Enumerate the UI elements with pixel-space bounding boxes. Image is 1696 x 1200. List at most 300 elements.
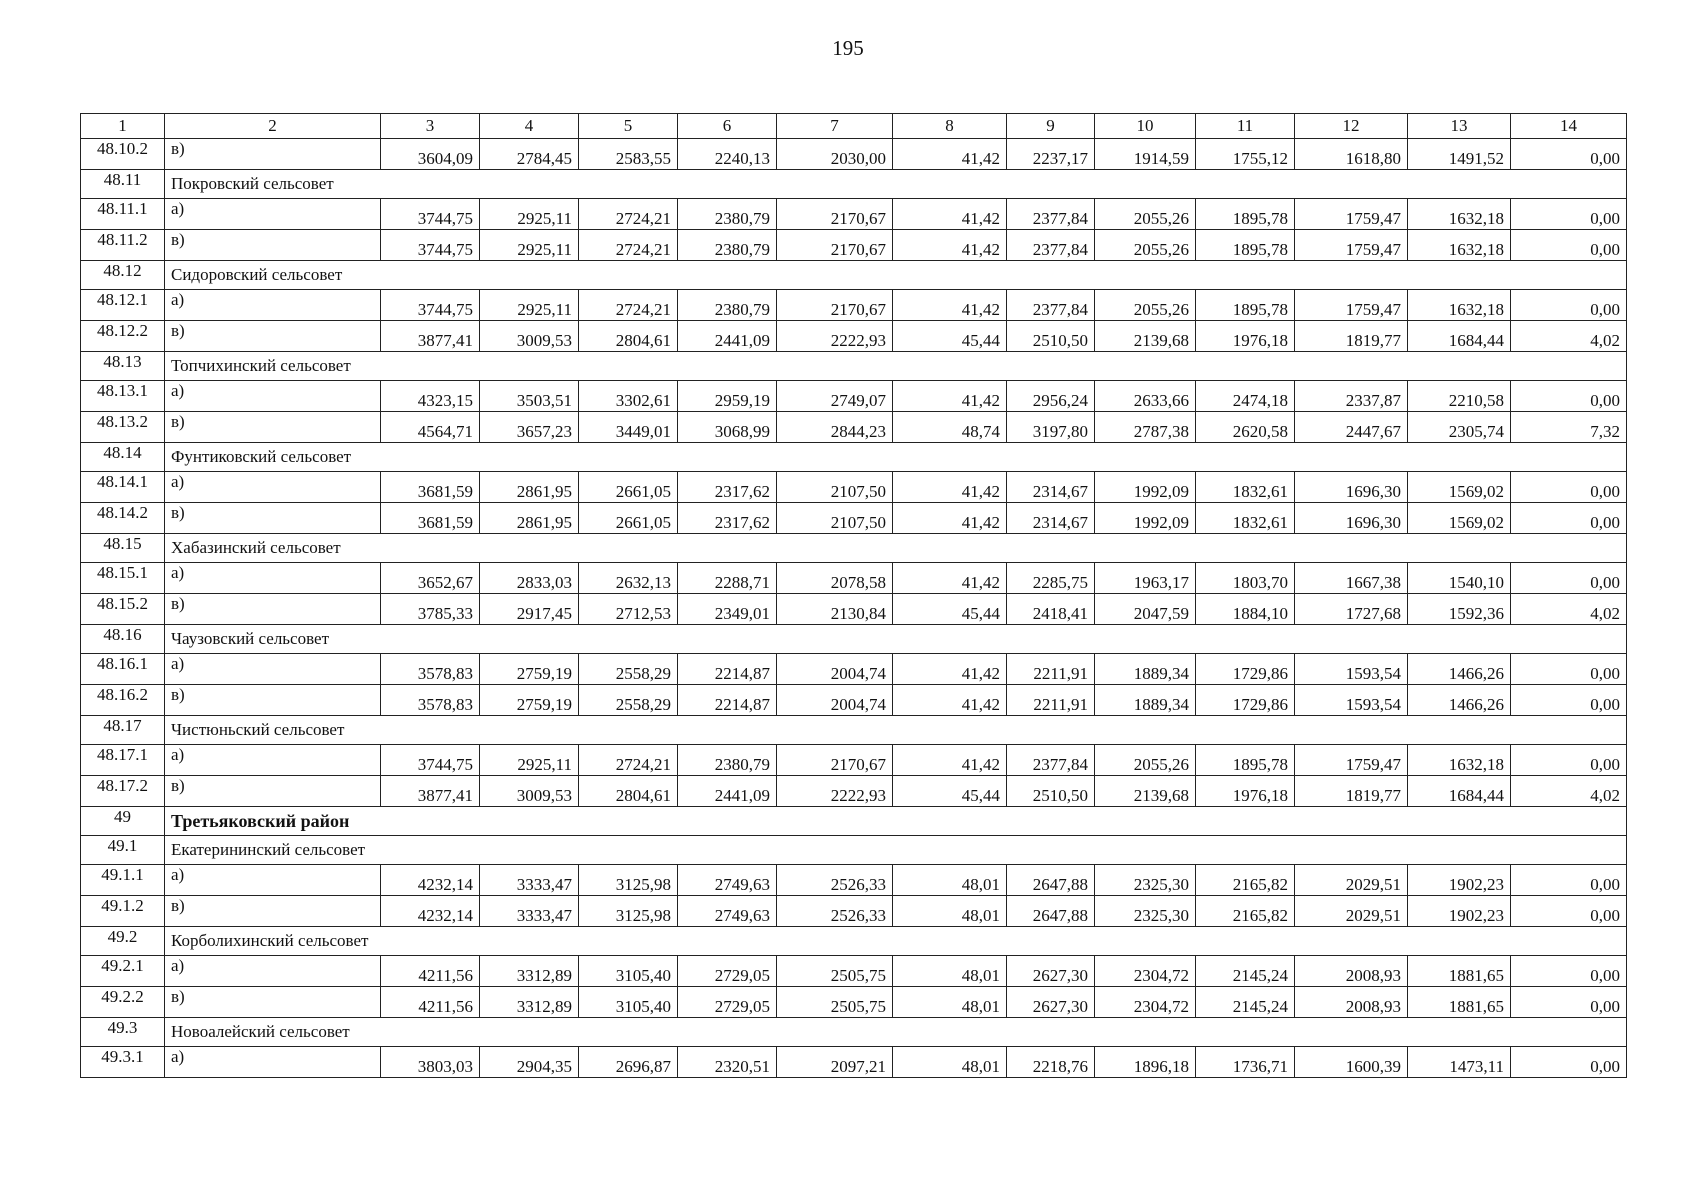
value-cell: 1540,10 bbox=[1408, 563, 1511, 594]
value-cell: 2317,62 bbox=[678, 503, 777, 534]
value-cell: 2214,87 bbox=[678, 685, 777, 716]
value-cell: 1466,26 bbox=[1408, 654, 1511, 685]
value-cell: 2558,29 bbox=[579, 654, 678, 685]
value-cell: 1593,54 bbox=[1295, 654, 1408, 685]
value-cell: 1632,18 bbox=[1408, 230, 1511, 261]
council-name: Покровский сельсовет bbox=[165, 170, 1627, 199]
table-row bbox=[81, 412, 1627, 443]
row-code: 49.1.1 bbox=[81, 865, 165, 896]
value-cell: 0,00 bbox=[1511, 654, 1627, 685]
value-cell: 1889,34 bbox=[1095, 685, 1196, 716]
value-cell: 1895,78 bbox=[1196, 290, 1295, 321]
value-cell: 1632,18 bbox=[1408, 290, 1511, 321]
value-cell: 2380,79 bbox=[678, 745, 777, 776]
row-code: 48.10.2 bbox=[81, 139, 165, 170]
column-number-header: 9 bbox=[1007, 114, 1095, 139]
value-cell: 0,00 bbox=[1511, 139, 1627, 170]
value-cell: 1881,65 bbox=[1408, 987, 1511, 1018]
row-code: 48.11.1 bbox=[81, 199, 165, 230]
value-cell: 2214,87 bbox=[678, 654, 777, 685]
value-cell: 2055,26 bbox=[1095, 290, 1196, 321]
value-cell: 2505,75 bbox=[777, 987, 893, 1018]
value-cell: 3578,83 bbox=[381, 654, 480, 685]
row-code: 48.16.1 bbox=[81, 654, 165, 685]
value-cell: 1914,59 bbox=[1095, 139, 1196, 170]
column-number-header: 14 bbox=[1511, 114, 1627, 139]
council-row bbox=[81, 927, 1627, 956]
column-number-header: 3 bbox=[381, 114, 480, 139]
value-cell: 41,42 bbox=[893, 139, 1007, 170]
value-cell: 3503,51 bbox=[480, 381, 579, 412]
value-cell: 2170,67 bbox=[777, 199, 893, 230]
row-code: 48.14.2 bbox=[81, 503, 165, 534]
value-cell: 2222,93 bbox=[777, 321, 893, 352]
row-variant: в) bbox=[165, 776, 381, 807]
value-cell: 1667,38 bbox=[1295, 563, 1408, 594]
row-code: 48.13.1 bbox=[81, 381, 165, 412]
column-number-row bbox=[81, 114, 1627, 139]
value-cell: 2925,11 bbox=[480, 199, 579, 230]
value-cell: 2288,71 bbox=[678, 563, 777, 594]
value-cell: 0,00 bbox=[1511, 745, 1627, 776]
column-number-header: 10 bbox=[1095, 114, 1196, 139]
value-cell: 1759,47 bbox=[1295, 745, 1408, 776]
value-cell: 2749,63 bbox=[678, 896, 777, 927]
value-cell: 0,00 bbox=[1511, 987, 1627, 1018]
value-cell: 3877,41 bbox=[381, 776, 480, 807]
row-code: 49 bbox=[81, 807, 165, 836]
row-code: 48.16.2 bbox=[81, 685, 165, 716]
value-cell: 2724,21 bbox=[579, 290, 678, 321]
value-cell: 0,00 bbox=[1511, 381, 1627, 412]
value-cell: 1736,71 bbox=[1196, 1047, 1295, 1078]
value-cell: 0,00 bbox=[1511, 199, 1627, 230]
value-cell: 3333,47 bbox=[480, 865, 579, 896]
row-code: 48.14 bbox=[81, 443, 165, 472]
row-code: 48.12.2 bbox=[81, 321, 165, 352]
value-cell: 1819,77 bbox=[1295, 776, 1408, 807]
value-cell: 2661,05 bbox=[579, 503, 678, 534]
column-number-header: 4 bbox=[480, 114, 579, 139]
value-cell: 2320,51 bbox=[678, 1047, 777, 1078]
value-cell: 2165,82 bbox=[1196, 896, 1295, 927]
council-row bbox=[81, 352, 1627, 381]
value-cell: 2211,91 bbox=[1007, 685, 1095, 716]
value-cell: 41,42 bbox=[893, 472, 1007, 503]
value-cell: 3604,09 bbox=[381, 139, 480, 170]
value-cell: 3744,75 bbox=[381, 290, 480, 321]
value-cell: 2749,63 bbox=[678, 865, 777, 896]
row-code: 49.3.1 bbox=[81, 1047, 165, 1078]
row-code: 48.17.2 bbox=[81, 776, 165, 807]
value-cell: 1569,02 bbox=[1408, 472, 1511, 503]
value-cell: 1491,52 bbox=[1408, 139, 1511, 170]
table-row bbox=[81, 503, 1627, 534]
value-cell: 2380,79 bbox=[678, 199, 777, 230]
value-cell: 2627,30 bbox=[1007, 987, 1095, 1018]
value-cell: 2418,41 bbox=[1007, 594, 1095, 625]
value-cell: 1992,09 bbox=[1095, 503, 1196, 534]
row-code: 49.2.2 bbox=[81, 987, 165, 1018]
value-cell: 2474,18 bbox=[1196, 381, 1295, 412]
table-row bbox=[81, 896, 1627, 927]
value-cell: 2165,82 bbox=[1196, 865, 1295, 896]
value-cell: 2317,62 bbox=[678, 472, 777, 503]
value-cell: 2047,59 bbox=[1095, 594, 1196, 625]
value-cell: 2441,09 bbox=[678, 776, 777, 807]
value-cell: 2633,66 bbox=[1095, 381, 1196, 412]
council-name: Фунтиковский сельсовет bbox=[165, 443, 1627, 472]
row-variant: в) bbox=[165, 230, 381, 261]
row-variant: в) bbox=[165, 321, 381, 352]
value-cell: 41,42 bbox=[893, 199, 1007, 230]
council-row bbox=[81, 534, 1627, 563]
value-cell: 1600,39 bbox=[1295, 1047, 1408, 1078]
value-cell: 1618,80 bbox=[1295, 139, 1408, 170]
value-cell: 41,42 bbox=[893, 654, 1007, 685]
value-cell: 1466,26 bbox=[1408, 685, 1511, 716]
table-row bbox=[81, 745, 1627, 776]
council-name: Екатерининский сельсовет bbox=[165, 836, 1627, 865]
value-cell: 2380,79 bbox=[678, 230, 777, 261]
value-cell: 2925,11 bbox=[480, 230, 579, 261]
council-row bbox=[81, 625, 1627, 654]
district-name: Третьяковский район bbox=[165, 807, 1627, 836]
value-cell: 4,02 bbox=[1511, 594, 1627, 625]
value-cell: 2925,11 bbox=[480, 745, 579, 776]
council-name: Топчихинский сельсовет bbox=[165, 352, 1627, 381]
row-code: 48.11.2 bbox=[81, 230, 165, 261]
value-cell: 2145,24 bbox=[1196, 987, 1295, 1018]
value-cell: 2170,67 bbox=[777, 230, 893, 261]
value-cell: 4211,56 bbox=[381, 956, 480, 987]
table-row bbox=[81, 654, 1627, 685]
row-code: 49.1 bbox=[81, 836, 165, 865]
value-cell: 2724,21 bbox=[579, 199, 678, 230]
value-cell: 2510,50 bbox=[1007, 321, 1095, 352]
value-cell: 1976,18 bbox=[1196, 321, 1295, 352]
value-cell: 2647,88 bbox=[1007, 896, 1095, 927]
table-row bbox=[81, 139, 1627, 170]
value-cell: 1895,78 bbox=[1196, 199, 1295, 230]
table-row bbox=[81, 230, 1627, 261]
value-cell: 1896,18 bbox=[1095, 1047, 1196, 1078]
value-cell: 1684,44 bbox=[1408, 321, 1511, 352]
row-variant: а) bbox=[165, 956, 381, 987]
row-code: 48.15 bbox=[81, 534, 165, 563]
value-cell: 1832,61 bbox=[1196, 503, 1295, 534]
row-variant: в) bbox=[165, 503, 381, 534]
value-cell: 3333,47 bbox=[480, 896, 579, 927]
row-code: 48.13 bbox=[81, 352, 165, 381]
value-cell: 2170,67 bbox=[777, 290, 893, 321]
value-cell: 48,01 bbox=[893, 896, 1007, 927]
table-row bbox=[81, 685, 1627, 716]
value-cell: 3657,23 bbox=[480, 412, 579, 443]
value-cell: 2510,50 bbox=[1007, 776, 1095, 807]
value-cell: 2441,09 bbox=[678, 321, 777, 352]
value-cell: 41,42 bbox=[893, 230, 1007, 261]
value-cell: 2380,79 bbox=[678, 290, 777, 321]
value-cell: 2325,30 bbox=[1095, 896, 1196, 927]
row-variant: а) bbox=[165, 865, 381, 896]
value-cell: 1759,47 bbox=[1295, 230, 1408, 261]
value-cell: 2097,21 bbox=[777, 1047, 893, 1078]
value-cell: 2620,58 bbox=[1196, 412, 1295, 443]
value-cell: 3744,75 bbox=[381, 199, 480, 230]
value-cell: 2447,67 bbox=[1295, 412, 1408, 443]
value-cell: 2337,87 bbox=[1295, 381, 1408, 412]
value-cell: 1895,78 bbox=[1196, 745, 1295, 776]
council-name: Новоалейский сельсовет bbox=[165, 1018, 1627, 1047]
value-cell: 0,00 bbox=[1511, 896, 1627, 927]
value-cell: 2647,88 bbox=[1007, 865, 1095, 896]
row-code: 48.13.2 bbox=[81, 412, 165, 443]
value-cell: 0,00 bbox=[1511, 290, 1627, 321]
value-cell: 2285,75 bbox=[1007, 563, 1095, 594]
value-cell: 2240,13 bbox=[678, 139, 777, 170]
row-code: 48.17.1 bbox=[81, 745, 165, 776]
value-cell: 2305,74 bbox=[1408, 412, 1511, 443]
value-cell: 2314,67 bbox=[1007, 472, 1095, 503]
value-cell: 2377,84 bbox=[1007, 230, 1095, 261]
value-cell: 2861,95 bbox=[480, 472, 579, 503]
value-cell: 1803,70 bbox=[1196, 563, 1295, 594]
value-cell: 2008,93 bbox=[1295, 987, 1408, 1018]
value-cell: 2130,84 bbox=[777, 594, 893, 625]
value-cell: 2724,21 bbox=[579, 745, 678, 776]
row-variant: в) bbox=[165, 412, 381, 443]
council-name: Хабазинский сельсовет bbox=[165, 534, 1627, 563]
table-row bbox=[81, 563, 1627, 594]
value-cell: 2008,93 bbox=[1295, 956, 1408, 987]
table-row bbox=[81, 199, 1627, 230]
council-row bbox=[81, 1018, 1627, 1047]
value-cell: 2583,55 bbox=[579, 139, 678, 170]
value-cell: 2314,67 bbox=[1007, 503, 1095, 534]
value-cell: 2784,45 bbox=[480, 139, 579, 170]
row-code: 49.2 bbox=[81, 927, 165, 956]
value-cell: 45,44 bbox=[893, 321, 1007, 352]
value-cell: 1976,18 bbox=[1196, 776, 1295, 807]
value-cell: 2304,72 bbox=[1095, 956, 1196, 987]
value-cell: 2210,58 bbox=[1408, 381, 1511, 412]
value-cell: 41,42 bbox=[893, 563, 1007, 594]
row-variant: в) bbox=[165, 987, 381, 1018]
value-cell: 2724,21 bbox=[579, 230, 678, 261]
value-cell: 3681,59 bbox=[381, 503, 480, 534]
value-cell: 2833,03 bbox=[480, 563, 579, 594]
value-cell: 2170,67 bbox=[777, 745, 893, 776]
value-cell: 2844,23 bbox=[777, 412, 893, 443]
value-cell: 3744,75 bbox=[381, 230, 480, 261]
value-cell: 1819,77 bbox=[1295, 321, 1408, 352]
row-code: 48.11 bbox=[81, 170, 165, 199]
value-cell: 2558,29 bbox=[579, 685, 678, 716]
value-cell: 3877,41 bbox=[381, 321, 480, 352]
value-cell: 2749,07 bbox=[777, 381, 893, 412]
value-cell: 3009,53 bbox=[480, 321, 579, 352]
value-cell: 1727,68 bbox=[1295, 594, 1408, 625]
council-row bbox=[81, 836, 1627, 865]
value-cell: 2377,84 bbox=[1007, 745, 1095, 776]
value-cell: 1696,30 bbox=[1295, 503, 1408, 534]
value-cell: 48,01 bbox=[893, 956, 1007, 987]
value-cell: 1696,30 bbox=[1295, 472, 1408, 503]
tariff-table bbox=[80, 113, 1627, 1078]
row-code: 48.12 bbox=[81, 261, 165, 290]
value-cell: 1759,47 bbox=[1295, 290, 1408, 321]
value-cell: 2377,84 bbox=[1007, 199, 1095, 230]
value-cell: 1759,47 bbox=[1295, 199, 1408, 230]
value-cell: 3105,40 bbox=[579, 987, 678, 1018]
value-cell: 3125,98 bbox=[579, 865, 678, 896]
value-cell: 2925,11 bbox=[480, 290, 579, 321]
row-code: 48.16 bbox=[81, 625, 165, 654]
column-number-header: 13 bbox=[1408, 114, 1511, 139]
value-cell: 0,00 bbox=[1511, 563, 1627, 594]
table-row bbox=[81, 776, 1627, 807]
value-cell: 7,32 bbox=[1511, 412, 1627, 443]
row-variant: а) bbox=[165, 563, 381, 594]
value-cell: 2632,13 bbox=[579, 563, 678, 594]
value-cell: 0,00 bbox=[1511, 1047, 1627, 1078]
value-cell: 45,44 bbox=[893, 594, 1007, 625]
council-row bbox=[81, 716, 1627, 745]
value-cell: 2139,68 bbox=[1095, 776, 1196, 807]
value-cell: 2325,30 bbox=[1095, 865, 1196, 896]
value-cell: 1992,09 bbox=[1095, 472, 1196, 503]
value-cell: 2729,05 bbox=[678, 987, 777, 1018]
table-row bbox=[81, 956, 1627, 987]
value-cell: 2787,38 bbox=[1095, 412, 1196, 443]
value-cell: 1895,78 bbox=[1196, 230, 1295, 261]
value-cell: 2804,61 bbox=[579, 776, 678, 807]
row-code: 49.2.1 bbox=[81, 956, 165, 987]
value-cell: 2078,58 bbox=[777, 563, 893, 594]
value-cell: 3068,99 bbox=[678, 412, 777, 443]
value-cell: 1902,23 bbox=[1408, 896, 1511, 927]
value-cell: 4564,71 bbox=[381, 412, 480, 443]
council-row bbox=[81, 261, 1627, 290]
value-cell: 1729,86 bbox=[1196, 654, 1295, 685]
value-cell: 2959,19 bbox=[678, 381, 777, 412]
value-cell: 2004,74 bbox=[777, 654, 893, 685]
value-cell: 48,01 bbox=[893, 865, 1007, 896]
value-cell: 2055,26 bbox=[1095, 230, 1196, 261]
column-number-header: 6 bbox=[678, 114, 777, 139]
district-row bbox=[81, 807, 1627, 836]
value-cell: 2004,74 bbox=[777, 685, 893, 716]
value-cell: 2759,19 bbox=[480, 654, 579, 685]
value-cell: 2712,53 bbox=[579, 594, 678, 625]
value-cell: 3302,61 bbox=[579, 381, 678, 412]
value-cell: 2759,19 bbox=[480, 685, 579, 716]
value-cell: 2349,01 bbox=[678, 594, 777, 625]
value-cell: 3803,03 bbox=[381, 1047, 480, 1078]
value-cell: 2861,95 bbox=[480, 503, 579, 534]
value-cell: 2729,05 bbox=[678, 956, 777, 987]
value-cell: 2917,45 bbox=[480, 594, 579, 625]
value-cell: 2030,00 bbox=[777, 139, 893, 170]
value-cell: 4,02 bbox=[1511, 321, 1627, 352]
value-cell: 48,74 bbox=[893, 412, 1007, 443]
value-cell: 3744,75 bbox=[381, 745, 480, 776]
table-row bbox=[81, 472, 1627, 503]
column-number-header: 5 bbox=[579, 114, 678, 139]
value-cell: 41,42 bbox=[893, 290, 1007, 321]
council-row bbox=[81, 170, 1627, 199]
value-cell: 1569,02 bbox=[1408, 503, 1511, 534]
table-row bbox=[81, 865, 1627, 896]
table-row bbox=[81, 987, 1627, 1018]
table-row bbox=[81, 594, 1627, 625]
value-cell: 0,00 bbox=[1511, 472, 1627, 503]
row-code: 48.15.2 bbox=[81, 594, 165, 625]
value-cell: 2377,84 bbox=[1007, 290, 1095, 321]
value-cell: 2526,33 bbox=[777, 865, 893, 896]
row-code: 48.12.1 bbox=[81, 290, 165, 321]
row-variant: в) bbox=[165, 685, 381, 716]
column-number-header: 2 bbox=[165, 114, 381, 139]
council-name: Корболихинский сельсовет bbox=[165, 927, 1627, 956]
value-cell: 3197,80 bbox=[1007, 412, 1095, 443]
value-cell: 1632,18 bbox=[1408, 745, 1511, 776]
value-cell: 2627,30 bbox=[1007, 956, 1095, 987]
value-cell: 4232,14 bbox=[381, 896, 480, 927]
row-variant: в) bbox=[165, 139, 381, 170]
row-variant: а) bbox=[165, 199, 381, 230]
value-cell: 3125,98 bbox=[579, 896, 678, 927]
value-cell: 0,00 bbox=[1511, 865, 1627, 896]
value-cell: 4211,56 bbox=[381, 987, 480, 1018]
value-cell: 2029,51 bbox=[1295, 865, 1408, 896]
value-cell: 1729,86 bbox=[1196, 685, 1295, 716]
value-cell: 2107,50 bbox=[777, 503, 893, 534]
table-row bbox=[81, 290, 1627, 321]
council-name: Чаузовский сельсовет bbox=[165, 625, 1627, 654]
council-row bbox=[81, 443, 1627, 472]
row-variant: а) bbox=[165, 381, 381, 412]
column-number-header: 8 bbox=[893, 114, 1007, 139]
value-cell: 2218,76 bbox=[1007, 1047, 1095, 1078]
value-cell: 3578,83 bbox=[381, 685, 480, 716]
value-cell: 2055,26 bbox=[1095, 745, 1196, 776]
value-cell: 0,00 bbox=[1511, 685, 1627, 716]
row-code: 48.14.1 bbox=[81, 472, 165, 503]
column-number-header: 1 bbox=[81, 114, 165, 139]
value-cell: 3681,59 bbox=[381, 472, 480, 503]
row-code: 49.3 bbox=[81, 1018, 165, 1047]
value-cell: 2661,05 bbox=[579, 472, 678, 503]
value-cell: 2029,51 bbox=[1295, 896, 1408, 927]
column-number-header: 7 bbox=[777, 114, 893, 139]
value-cell: 48,01 bbox=[893, 987, 1007, 1018]
value-cell: 0,00 bbox=[1511, 956, 1627, 987]
value-cell: 4,02 bbox=[1511, 776, 1627, 807]
value-cell: 41,42 bbox=[893, 381, 1007, 412]
row-variant: в) bbox=[165, 594, 381, 625]
table-row bbox=[81, 1047, 1627, 1078]
table-row bbox=[81, 381, 1627, 412]
value-cell: 4232,14 bbox=[381, 865, 480, 896]
value-cell: 1593,54 bbox=[1295, 685, 1408, 716]
value-cell: 2055,26 bbox=[1095, 199, 1196, 230]
value-cell: 3785,33 bbox=[381, 594, 480, 625]
value-cell: 1684,44 bbox=[1408, 776, 1511, 807]
row-code: 49.1.2 bbox=[81, 896, 165, 927]
value-cell: 2107,50 bbox=[777, 472, 893, 503]
